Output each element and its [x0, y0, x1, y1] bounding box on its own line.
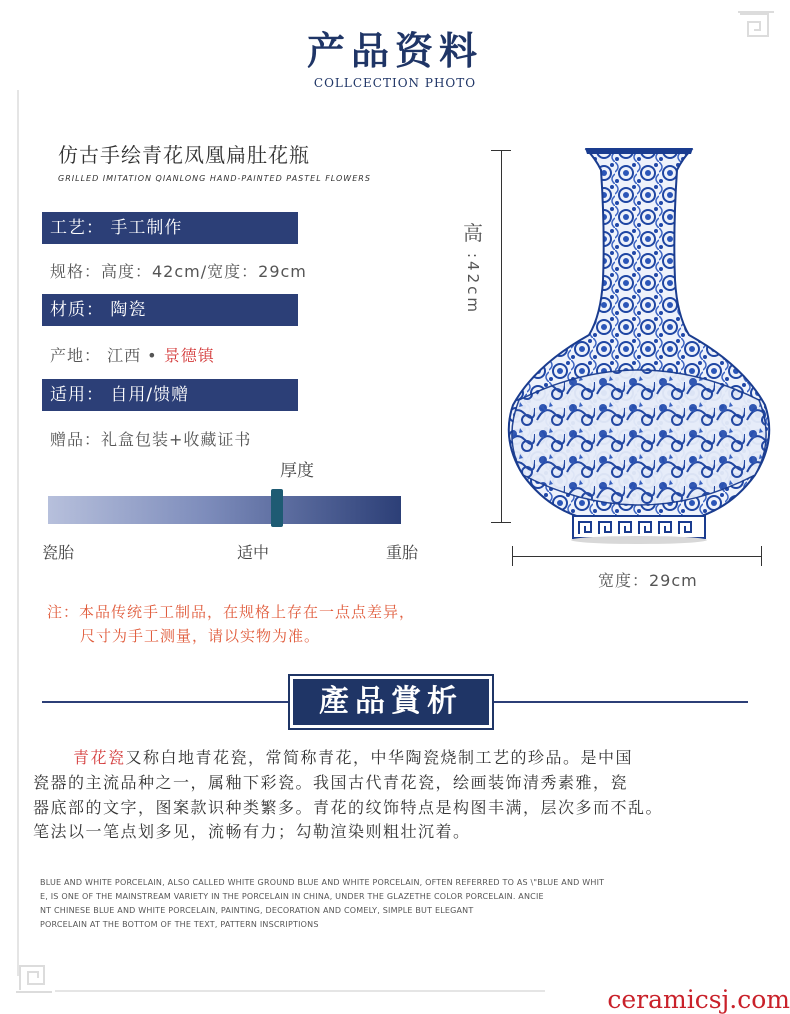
section-divider-left [42, 701, 292, 703]
section-divider-right [492, 701, 748, 703]
watermark: ceramicsj.com [607, 985, 790, 1014]
product-name-en: GRILLED IMITATION QIANLONG HAND-PAINTED PASTEL FLOWERS [58, 174, 371, 183]
note-line-1: 注：本品传统手工制品，在规格上存在一点点差异， [47, 603, 416, 621]
thickness-label: 厚度 [280, 461, 314, 481]
thickness-tick-thin: 瓷胎 [42, 543, 75, 562]
description-text-1: 又称白地青花瓷，常简称青花，中华陶瓷烧制工艺的珍品。是中国 [125, 748, 634, 767]
width-dimension-cap-left [512, 546, 513, 566]
product-name: 仿古手绘青花凤凰扁肚花瓶 [58, 143, 310, 167]
width-dimension-cap-right [761, 546, 762, 566]
thickness-marker [271, 489, 283, 527]
height-dimension-line [501, 150, 502, 523]
description-en-line-4: PORCELAIN AT THE BOTTOM OF THE TEXT, PATTERN INSCRIPTIONS [40, 920, 319, 929]
origin-city: 景德镇 [163, 346, 215, 365]
page-subtitle: COLLCECTION PHOTO [313, 76, 477, 90]
description-line-3: 器底部的文字，图案款识种类繁多。青花的纹饰特点是构图丰满，层次多而不乱。 [33, 798, 664, 817]
width-dimension-line [512, 556, 762, 557]
description-en-line-1: BLUE AND WHITE PORCELAIN, ALSO CALLED WHITE GROUND BLUE AND WHITE PORCELAIN, OFTEN REFERRED TO AS \"BLUE AND WHIT [40, 878, 605, 887]
description-highlight: 青花瓷 [73, 748, 126, 767]
width-label: 宽度：29cm [598, 571, 698, 590]
frame-line-left [17, 90, 19, 976]
height-label: 高 [463, 221, 483, 245]
thickness-tick-medium: 适中 [237, 543, 270, 562]
blue-white-vase-image [505, 140, 773, 545]
frame-line-bottom [55, 990, 545, 992]
material-bar: 材质： 陶瓷 [42, 294, 298, 326]
description-line-1 [73, 745, 763, 770]
size-line: 规格：高度：42cm/宽度：29cm [50, 262, 307, 281]
gift-line: 赠品：礼盒包装+收藏证书 [50, 430, 252, 449]
section-title: 產品賞析 [290, 676, 492, 728]
description-en-line-2: E, IS ONE OF THE MAINSTREAM VARIETY IN THE PORCELAIN IN CHINA, UNDER THE GLAZETHE COLOR PORCELAIN. ANCIE [40, 892, 544, 901]
fret-corner-icon [14, 960, 52, 994]
craft-bar: 工艺： 手工制作 [42, 212, 298, 244]
height-value: :42cm [464, 253, 482, 315]
description-line-4: 笔法以一笔点划多见，流畅有力；勾勒渲染则粗壮沉着。 [33, 822, 471, 841]
page-title: 产品资料 [306, 28, 483, 73]
description-en-line-3: NT CHINESE BLUE AND WHITE PORCELAIN, PAINTING, DECORATION AND COMELY, SIMPLE BUT ELEGANT [40, 906, 474, 915]
description-line-2: 瓷器的主流品种之一，属釉下彩瓷。我国古代青花瓷，绘画装饰清秀素雅，瓷 [33, 773, 629, 792]
usage-bar: 适用： 自用/馈赠 [42, 379, 298, 411]
origin-label: 产地： 江西 • [50, 346, 164, 365]
origin-line [50, 343, 215, 366]
thickness-tick-heavy: 重胎 [386, 543, 419, 562]
note-line-2: 尺寸为手工测量，请以实物为准。 [80, 627, 321, 645]
thickness-gauge [48, 496, 401, 524]
